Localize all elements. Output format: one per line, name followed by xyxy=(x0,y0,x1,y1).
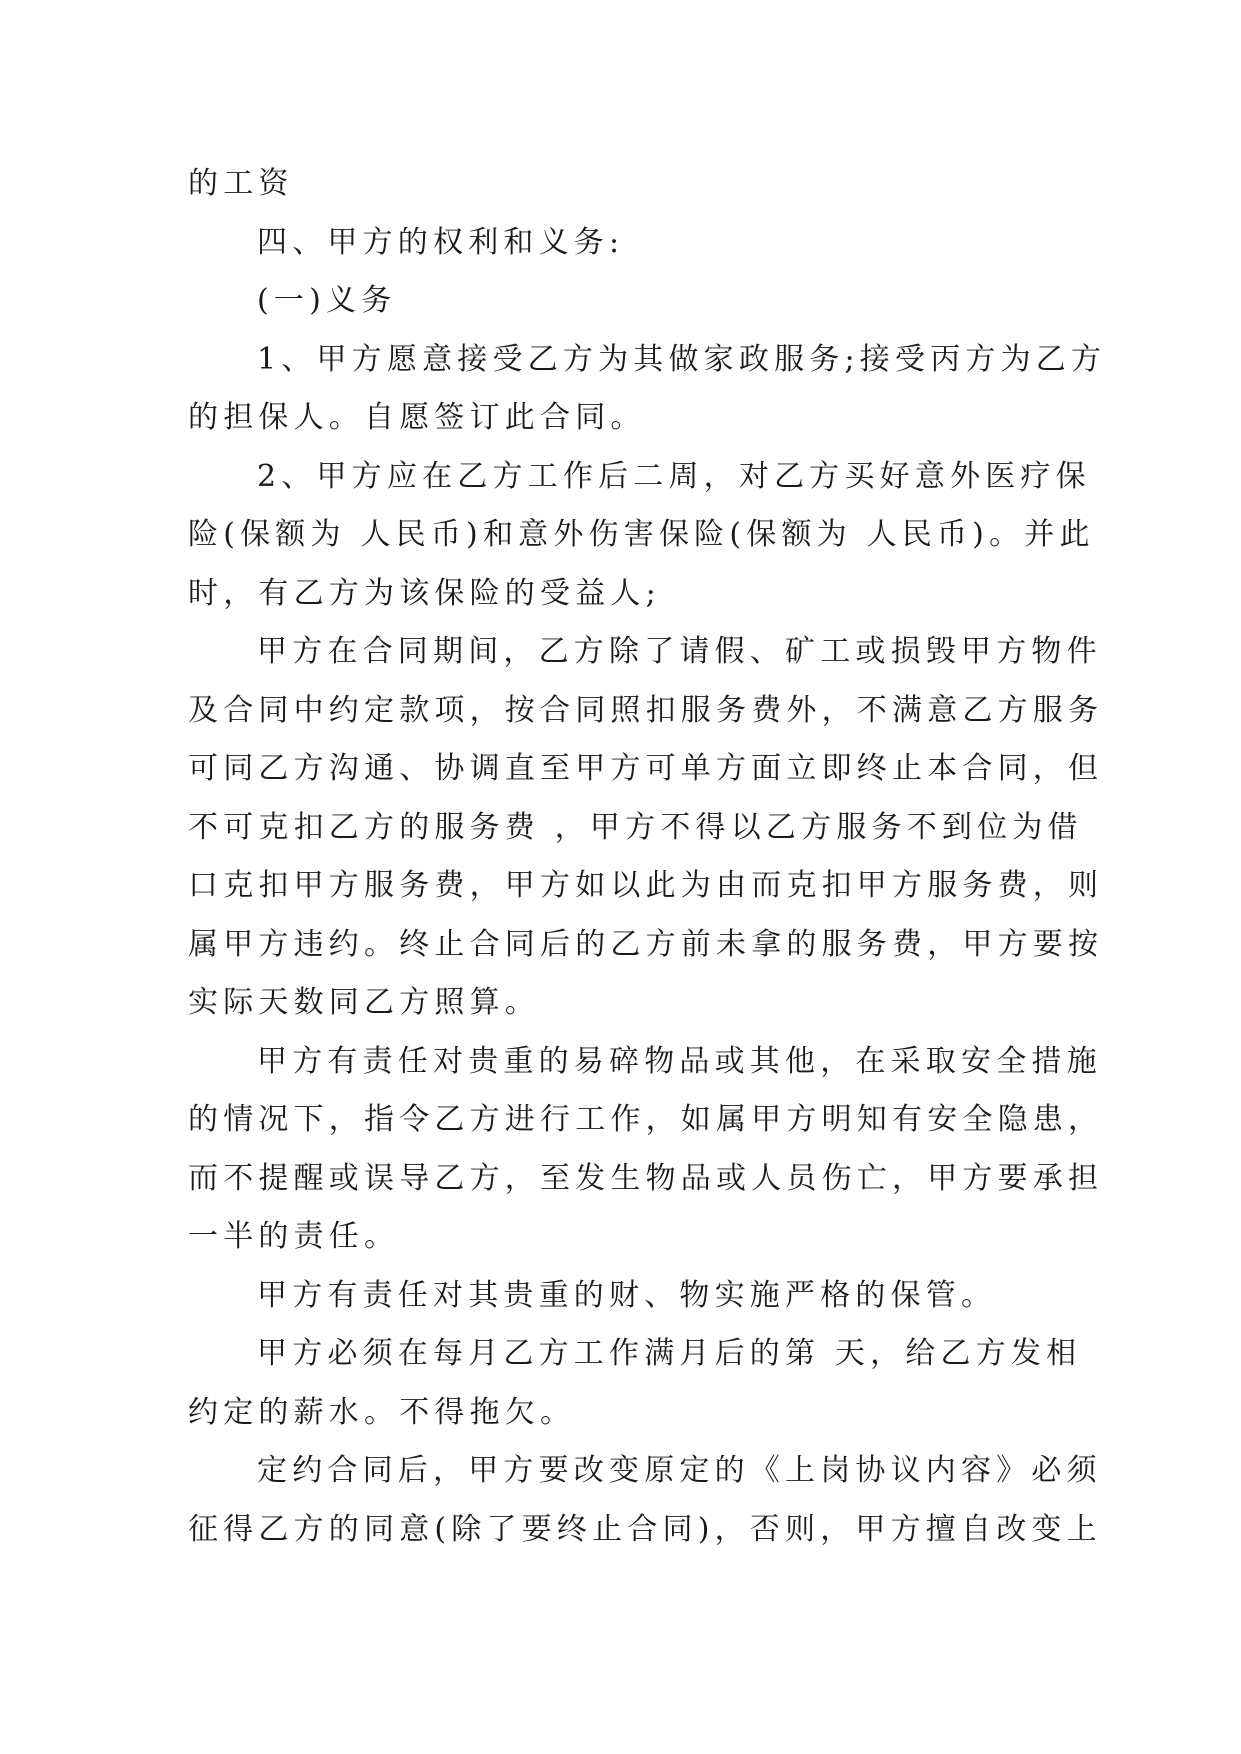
text-line-10: 及合同中约定款项，按合同照扣服务费外，不满意乙方服务 xyxy=(188,692,1104,728)
subsection-heading-obligations: (一)义务 xyxy=(257,283,397,318)
text-line-5: 的担保人。自愿签订此合同。 xyxy=(188,400,646,435)
text-line-12: 不可克扣乙方的服务费 ，甲方不得以乙方服务不到位为借 xyxy=(188,809,1083,845)
text-line-13: 口克扣甲方服务费，甲方如以此为由而克扣甲方服务费，则 xyxy=(188,868,1104,903)
text-line-1: 的工资 xyxy=(188,166,294,201)
text-line-9: 甲方在合同期间，乙方除了请假、矿工或损毁甲方物件 xyxy=(257,634,1102,669)
text-line-6: 2、甲方应在乙方工作后二周，对乙方买好意外医疗保 xyxy=(257,458,1091,494)
text-line-7: 险(保额为 人民币)和意外伤害保险(保额为 人民币)。并此 xyxy=(188,517,1095,552)
text-line-21: 甲方必须在每月乙方工作满月后的第 天，给乙方发相 xyxy=(257,1336,1082,1371)
section-heading-rights-obligations: 四、甲方的权利和义务: xyxy=(257,224,625,260)
text-line-4: 1、甲方愿意接受乙方为其做家政服务;接受丙方为乙方 xyxy=(257,341,1107,377)
text-line-20: 甲方有责任对其贵重的财、物实施严格的保管。 xyxy=(257,1277,997,1313)
text-line-22: 约定的薪水。不得拖欠。 xyxy=(188,1394,576,1430)
document-body xyxy=(188,155,1107,1559)
text-line-23: 定约合同后，甲方要改变原定的《上岗协议内容》必须 xyxy=(257,1453,1102,1488)
text-line-19: 一半的责任。 xyxy=(188,1219,400,1254)
text-line-15: 实际天数同乙方照算。 xyxy=(188,985,540,1020)
text-line-14: 属甲方违约。终止合同后的乙方前未拿的服务费，甲方要按 xyxy=(188,926,1104,962)
text-line-8: 时，有乙方为该保险的受益人; xyxy=(188,575,661,611)
text-line-16: 甲方有责任对贵重的易碎物品或其他，在采取安全措施 xyxy=(257,1043,1102,1079)
text-line-17: 的情况下，指令乙方进行工作，如属甲方明知有安全隐患， xyxy=(188,1102,1104,1137)
text-line-24: 征得乙方的同意(除了要终止合同)，否则，甲方擅自改变上 xyxy=(188,1511,1102,1547)
text-line-18: 而不提醒或误导乙方，至发生物品或人员伤亡，甲方要承担 xyxy=(188,1160,1104,1196)
text-line-11: 可同乙方沟通、协调直至甲方可单方面立即终止本合同，但 xyxy=(188,751,1104,786)
